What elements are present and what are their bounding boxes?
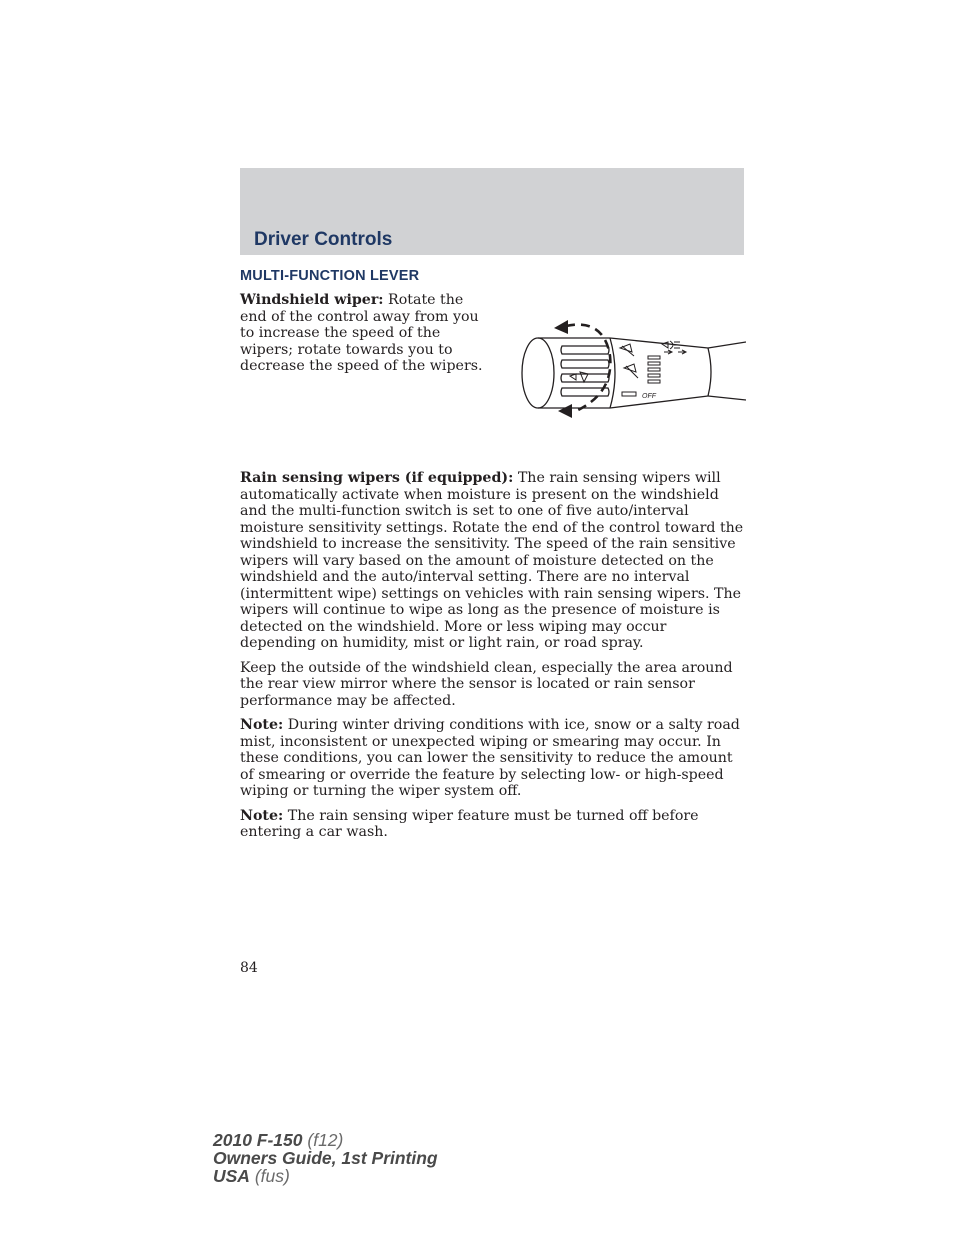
rain-sensing-text: The rain sensing wipers will automatically activate when moisture is present on the windshield and the multi-function switch is set to one of five auto/interval moisture sensitivity settings. Rotate the end of the control toward the windshield to increase the sensitivity. The speed of the rain sensitive wipers will vary based on the amount of moisture detected on the windshield and the auto/interval setting. There are no interval (intermittent wipe) settings on vehicles with rain sensing wipers. The wipers will continue to wipe as long as the presence of moisture is detected on the windshield. More or less wiping may occur depending on humidity, mist or light rain, or road spray. — [240, 470, 744, 651]
off-label: OFF — [642, 393, 656, 400]
footer-market-code: (fus) — [249, 1166, 290, 1186]
rain-sensing-label: Rain sensing wipers (if equipped): — [240, 470, 514, 486]
note-label: Note: — [240, 717, 284, 733]
footer-model: 2010 F-150 — [213, 1130, 303, 1150]
footer-model-code: (f12) — [302, 1130, 344, 1150]
page-number: 84 — [240, 960, 258, 976]
section-heading: MULTI-FUNCTION LEVER — [240, 268, 420, 284]
note-car-wash-paragraph — [240, 808, 745, 841]
note-winter-text: During winter driving conditions with ice, snow or a salty road mist, inconsistent or unexpected wiping or smearing may occur. In these conditions, you can lower the sensitivity to reduce the amount of smearing or override the feature by selecting low- or high-speed wiping or turning the wiper system off. — [240, 717, 740, 799]
multi-function-lever-illustration — [518, 316, 746, 422]
header-band — [240, 168, 744, 255]
footer — [213, 1131, 438, 1185]
windshield-wiper-label: Windshield wiper: — [240, 292, 384, 308]
windshield-wiper-text: Rotate the end of the control away from you to increase the speed of the wipers; rotate towards you to decrease the speed of the wipers. — [240, 292, 483, 374]
rain-sensing-paragraph — [240, 470, 745, 652]
footer-guide: Owners Guide, 1st Printing — [213, 1148, 438, 1168]
note-label: Note: — [240, 807, 284, 824]
note-winter-paragraph — [240, 717, 745, 800]
windshield-wiper-paragraph — [240, 292, 490, 375]
page-title: Driver Controls — [254, 229, 393, 250]
note-car-wash-text: The rain sensing wiper feature must be turned off before entering a car wash. — [240, 807, 699, 840]
main-text — [240, 470, 745, 849]
keep-clean-paragraph: Keep the outside of the windshield clean, especially the area around the rear view mirror where the sensor is located or rain sensor performance may be affected. — [240, 659, 733, 709]
footer-market: USA — [213, 1166, 250, 1186]
